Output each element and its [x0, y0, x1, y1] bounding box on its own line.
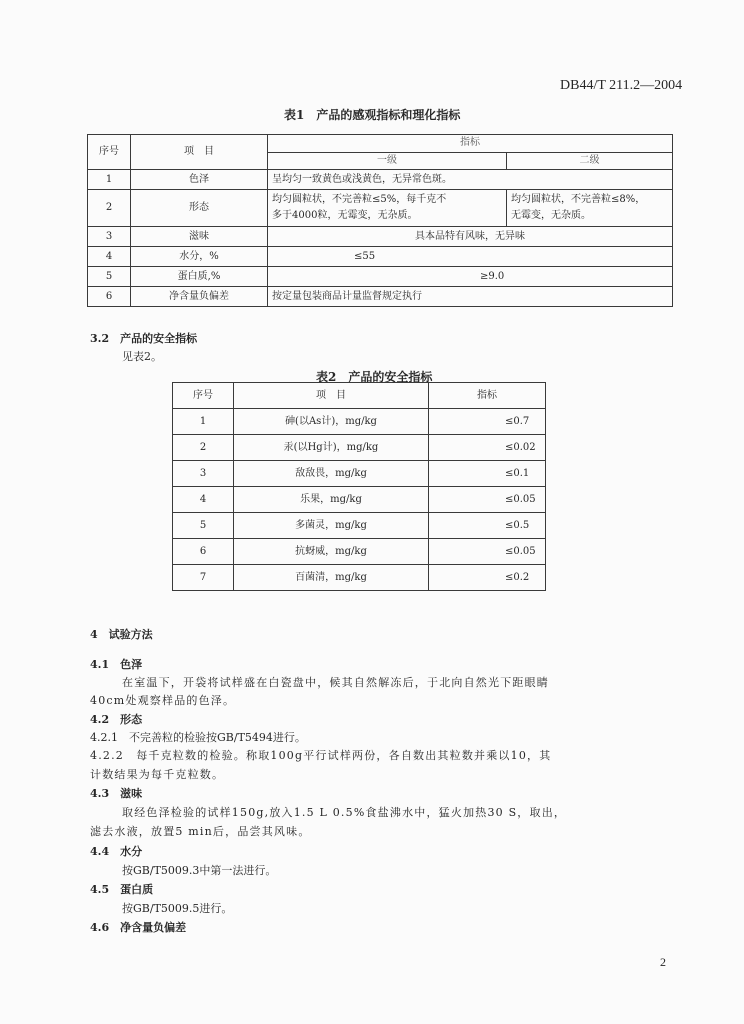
table1-cell-item: 滋味 — [131, 227, 268, 247]
table1-cell-value: ≥9.0 — [268, 267, 673, 287]
table-row — [88, 190, 673, 227]
table2-cell-no: 5 — [173, 513, 234, 539]
table2-caption: 表2 产品的安全指标 — [316, 370, 433, 384]
table2-cell-value: ≤0.2 — [429, 565, 546, 591]
section-4-3-heading: 4.3 滋味 — [90, 787, 143, 800]
table-row — [88, 170, 673, 190]
section-4-5-heading: 4.5 蛋白质 — [90, 883, 154, 896]
table1-cell-value: 按定量包装商品计量监督规定执行 — [268, 287, 673, 307]
table-row — [173, 565, 546, 591]
grade1-line: 多于4000粒，无霉变，无杂质。 — [272, 210, 418, 221]
grade2-line: 无霉变，无杂质。 — [511, 210, 591, 221]
table-row — [173, 539, 546, 565]
table2-cell-no: 2 — [173, 435, 234, 461]
table2-cell-item: 抗蚜威，mg/kg — [234, 539, 429, 565]
table2-cell-value: ≤0.02 — [429, 435, 546, 461]
table-row — [88, 227, 673, 247]
table1-cell-item: 蛋白质,% — [131, 267, 268, 287]
table1-head-grade2: 二级 — [507, 152, 673, 170]
table1-cell-value: ≤55 — [268, 247, 673, 267]
section-3-2-text: 见表2。 — [122, 350, 162, 363]
section-4-1-line: 在室温下，开袋将试样盛在白瓷盘中，候其自然解冻后，于北向自然光下距眼睛 — [122, 676, 549, 689]
table1-cell-value: 具本品特有风味，无异味 — [268, 227, 673, 247]
section-4-2-heading: 4.2 形态 — [90, 713, 143, 726]
section-4-heading: 4 试验方法 — [90, 628, 153, 641]
table1-cell-item: 净含量负偏差 — [131, 287, 268, 307]
table2-cell-value: ≤0.05 — [429, 487, 546, 513]
grade2-line: 均匀圆粒状，不完善粒≤8%， — [511, 194, 646, 205]
table1-head-grade1: 一级 — [268, 152, 507, 170]
table2-head-item: 项 目 — [234, 383, 429, 409]
section-4-1-line: 40cm处观察样品的色泽。 — [90, 694, 236, 707]
table1-cell-value: 呈均匀一致黄色或浅黄色，无异常色斑。 — [268, 170, 673, 190]
section-3-2-heading: 3.2 产品的安全指标 — [90, 332, 198, 345]
table2-cell-item: 多菌灵，mg/kg — [234, 513, 429, 539]
table-row — [173, 461, 546, 487]
table2-head-indicator: 指标 — [429, 383, 546, 409]
section-4-1-heading: 4.1 色泽 — [90, 658, 143, 671]
section-4-2-1: 4.2.1 不完善粒的检验按GB/T5494进行。 — [90, 731, 306, 744]
section-4-5-text: 按GB/T5009.5进行。 — [122, 902, 233, 915]
section-4-4-heading: 4.4 水分 — [90, 845, 143, 858]
table2 — [172, 382, 546, 591]
table1-cell-no: 6 — [88, 287, 131, 307]
table2-cell-value: ≤0.5 — [429, 513, 546, 539]
section-4-3-line: 取经色泽检验的试样150g,放入1.5 L 0.5%食盐沸水中，猛火加热30 S，取出， — [122, 806, 567, 819]
table1-cell-item: 色泽 — [131, 170, 268, 190]
table1-cell-no: 3 — [88, 227, 131, 247]
table2-cell-no: 4 — [173, 487, 234, 513]
grade1-line: 均匀圆粒状，不完善粒≤5%，每千克不 — [272, 194, 447, 205]
table-row — [173, 409, 546, 435]
table1-head-item: 项 目 — [131, 135, 268, 170]
table1 — [87, 134, 673, 307]
table2-cell-no: 3 — [173, 461, 234, 487]
table-row — [88, 287, 673, 307]
section-4-3-line: 滤去水液，放置5 min后，品尝其风味。 — [90, 825, 311, 838]
table-row — [173, 487, 546, 513]
section-4-2-2-line: 4.2.2 每千克粒数的检验。称取100g平行试样两份，各自数出其粒数并乘以10，其 — [90, 749, 552, 762]
table2-cell-item: 敌敌畏，mg/kg — [234, 461, 429, 487]
table1-cell-no: 1 — [88, 170, 131, 190]
page-number: 2 — [660, 955, 666, 969]
standard-code: DB44/T 211.2—2004 — [560, 78, 683, 93]
table1-cell-item: 水分，% — [131, 247, 268, 267]
table-row — [173, 513, 546, 539]
table2-cell-value: ≤0.05 — [429, 539, 546, 565]
table-row — [88, 247, 673, 267]
table1-cell-no: 5 — [88, 267, 131, 287]
table1-cell-no: 2 — [88, 190, 131, 227]
table1-cell-no: 4 — [88, 247, 131, 267]
table-row — [88, 267, 673, 287]
table1-caption: 表1 产品的感观指标和理化指标 — [284, 108, 461, 122]
table2-cell-item: 砷(以As计)，mg/kg — [234, 409, 429, 435]
table2-cell-value: ≤0.1 — [429, 461, 546, 487]
table2-cell-item: 百菌清，mg/kg — [234, 565, 429, 591]
section-4-2-2-line: 计数结果为每千克粒数。 — [90, 768, 225, 781]
table1-cell-grade2 — [507, 190, 673, 227]
table2-cell-no: 6 — [173, 539, 234, 565]
table1-head-indicator: 指标 — [268, 135, 673, 153]
table1-cell-grade1 — [268, 190, 507, 227]
table1-cell-item: 形态 — [131, 190, 268, 227]
table2-head-seq: 序号 — [173, 383, 234, 409]
table2-cell-no: 7 — [173, 565, 234, 591]
table2-cell-item: 汞(以Hg计)，mg/kg — [234, 435, 429, 461]
section-4-6-heading: 4.6 净含量负偏差 — [90, 921, 187, 934]
table2-cell-value: ≤0.7 — [429, 409, 546, 435]
section-4-4-text: 按GB/T5009.3中第一法进行。 — [122, 864, 277, 877]
table1-head-seq: 序号 — [88, 135, 131, 170]
table2-cell-item: 乐果，mg/kg — [234, 487, 429, 513]
table-row — [173, 435, 546, 461]
table2-cell-no: 1 — [173, 409, 234, 435]
